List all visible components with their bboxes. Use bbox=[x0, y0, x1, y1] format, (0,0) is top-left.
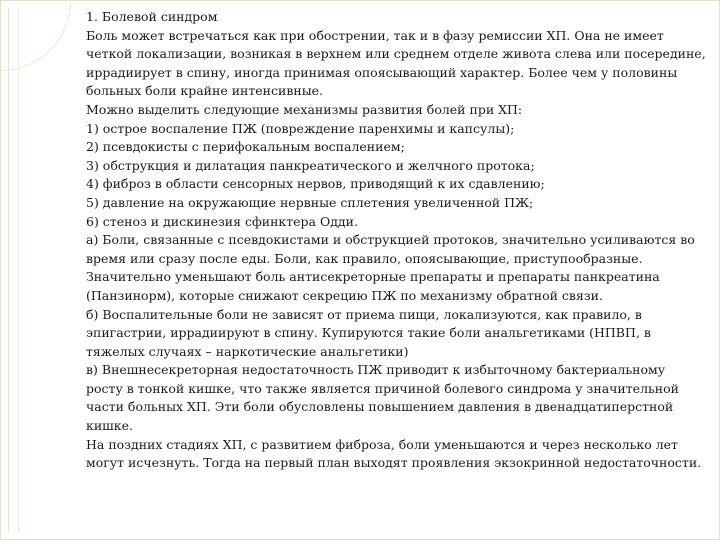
mechanism-item: 1) острое воспаление ПЖ (повреждение паренхимы и капсулы); bbox=[86, 120, 515, 136]
text-line: тяжелых случаях – наркотические анальгетики) bbox=[86, 343, 409, 359]
text-line: б) Воспалительные боли не зависят от приема пищи, локализуются, как правило, в bbox=[86, 306, 642, 322]
section-heading: 1. Болевой синдром bbox=[86, 9, 218, 24]
text-line: росту в тонкой кишке, что также является причиной болевого синдрома у значительной bbox=[86, 380, 679, 396]
text-line: время или сразу после еды. Боли, как правило, опоясывающие, приступообразные. bbox=[86, 250, 643, 266]
text-line: кишке. bbox=[86, 418, 133, 434]
text-line: Боль может встречаться как при обострении, так и в фазу ремиссии ХП. Она не имеет bbox=[86, 27, 664, 43]
text-line: (Панзинорм), которые снижают секрецию ПЖ по механизму обратной связи. bbox=[86, 287, 603, 303]
mechanism-item: 6) стеноз и дискинезия сфинктера Одди. bbox=[86, 213, 358, 229]
mechanism-item: 3) обструкция и дилатация панкреатического и желчного протока; bbox=[86, 157, 535, 173]
text-line: Значительно уменьшают боль антисекреторные препараты и препараты панкреатина bbox=[86, 269, 660, 285]
text-line: части больных ХП. Эти боли обусловлены повышением давления в двенадцатиперстной bbox=[86, 399, 674, 415]
mechanism-item: 4) фиброз в области сенсорных нервов, приводящий к их сдавлению; bbox=[86, 176, 545, 192]
text-line: иррадиирует в спину, иногда принимая опоясывающий характер. Более чем у половины bbox=[86, 64, 678, 80]
text-line: Можно выделить следующие механизмы развития болей при ХП: bbox=[86, 101, 523, 117]
text-line: четкой локализации, возникая в верхнем или среднем отделе живота слева или посередине, bbox=[86, 46, 706, 62]
mechanism-item: 5) давление на окружающие нервные сплетения увеличенной ПЖ; bbox=[86, 194, 534, 210]
text-line: в) Внешнесекреторная недостаточность ПЖ приводит к избыточному бактериальному bbox=[86, 362, 666, 378]
text-line: На поздних стадиях ХП, с развитием фиброза, боли уменьшаются и через несколько лет bbox=[86, 436, 678, 452]
slide-body-text bbox=[86, 8, 716, 528]
frame-left-line bbox=[8, 8, 9, 532]
mechanism-item: 2) псевдокисты с перифокальным воспалением; bbox=[86, 139, 405, 155]
text-line: больных боли крайне интенсивные. bbox=[86, 83, 324, 99]
frame-inner-line bbox=[18, 8, 19, 532]
text-line: могут исчезнуть. Тогда на первый план выходят проявления экзокринной недостаточности. bbox=[86, 455, 702, 471]
text-line: эпигастрии, иррадиируют в спину. Купируются такие боли анальгетиками (НПВП, в bbox=[86, 325, 651, 341]
text-line: а) Боли, связанные с псевдокистами и обструкцией протоков, значительно усиливаются во bbox=[86, 232, 695, 248]
